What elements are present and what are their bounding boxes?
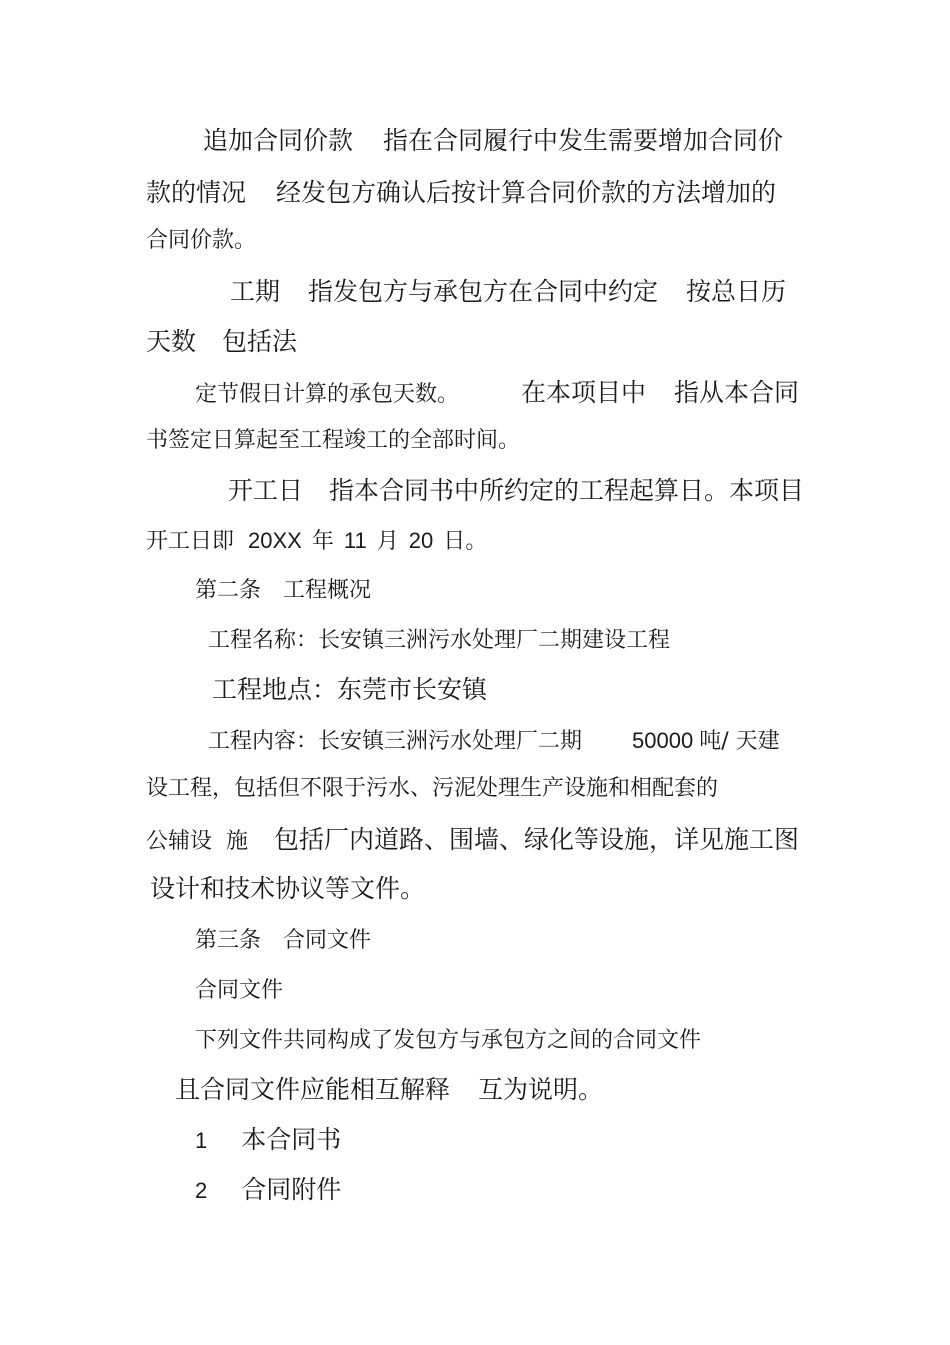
project-location: 工程地点：东莞市长安镇 [212, 675, 488, 704]
text-segment: 指本合同书中所约定的工程起算日。本项目 [329, 476, 805, 505]
text-segment: 指在合同履行中发生需要增加合同价 [383, 126, 784, 155]
text-line [195, 980, 283, 1002]
text-segment: 开工日即 [146, 529, 235, 554]
text-segment: 公辅设 [146, 829, 213, 854]
text-segment: 日。 [443, 529, 488, 554]
article-title: 合同文件 [283, 928, 372, 953]
text-line [146, 329, 297, 354]
text-segment: 互为说明。 [478, 1075, 604, 1104]
text-segment: 年 [311, 529, 334, 554]
term-label: 追加合同价款 [203, 126, 354, 155]
text-segment: 在本项目中 [521, 378, 647, 407]
text-line [146, 827, 799, 853]
text-line [146, 530, 487, 553]
article-number: 第三条 [195, 928, 262, 953]
text-segment: 指发包方与承包方在合同中约定 [308, 277, 659, 306]
text-segment: 且合同文件应能相互解释 [175, 1075, 451, 1104]
text-segment: 月 [376, 529, 399, 554]
text-line [175, 1077, 603, 1102]
list-text: 合同附件 [241, 1175, 342, 1204]
project-name: 工程名称：长安镇三洲污水处理厂二期建设工程 [208, 628, 671, 653]
text-segment: 合同价款。 [146, 228, 257, 253]
text-segment: 下列文件共同构成了发包方与承包方之间的合同文件 [195, 1028, 702, 1053]
text-segment: 经发包方确认后按计算合同价款的方法增加的 [276, 178, 777, 207]
section-heading [195, 580, 371, 602]
list-item [195, 1177, 341, 1202]
text-line [208, 730, 780, 753]
text-segment: 按总日历 [686, 277, 787, 306]
text-segment: 设计和技术协议等文件。 [150, 874, 426, 903]
text-line [195, 1030, 701, 1052]
text-segment: 包括法 [222, 327, 298, 356]
text-segment: 施 [226, 829, 249, 854]
text-line [150, 876, 425, 901]
text-line [228, 478, 804, 503]
text-line [208, 630, 670, 652]
section-heading [195, 930, 371, 952]
text-line [146, 230, 256, 252]
list-number: 1 [195, 1128, 208, 1153]
text-line [146, 180, 776, 205]
list-text: 本合同书 [241, 1125, 342, 1154]
year-value: 20XX [248, 528, 302, 553]
day-value: 20 [408, 528, 434, 553]
text-segment: 吨/ 天建 [699, 729, 780, 754]
list-number: 2 [195, 1178, 208, 1203]
month-value: 11 [343, 528, 367, 553]
text-segment: 包括厂内道路、围墙、绿化等设施，详见施工图 [274, 825, 800, 854]
text-segment: 设工程，包括但不限于污水、污泥处理生产设施和相配套的 [146, 776, 719, 801]
list-item [195, 1127, 341, 1152]
text-line [195, 380, 799, 406]
text-line [146, 778, 718, 800]
text-segment: 款的情况 [146, 178, 247, 207]
text-line [212, 677, 487, 702]
term-label: 开工日 [228, 476, 304, 505]
capacity-value: 50000 [632, 728, 694, 753]
text-line [230, 279, 786, 304]
article-number: 第二条 [195, 578, 262, 603]
text-segment: 合同文件 [195, 978, 284, 1003]
text-segment: 指从本合同 [674, 378, 800, 407]
text-line [146, 430, 520, 452]
article-title: 工程概况 [283, 578, 372, 603]
term-label: 工期 [230, 277, 281, 306]
text-segment: 工程内容：长安镇三洲污水处理厂二期 [208, 729, 583, 754]
text-segment: 定节假日计算的承包天数。 [195, 382, 460, 407]
text-line [203, 128, 783, 153]
text-segment: 书签定日算起至工程竣工的全部时间。 [146, 428, 521, 453]
text-segment: 天数 [146, 327, 197, 356]
